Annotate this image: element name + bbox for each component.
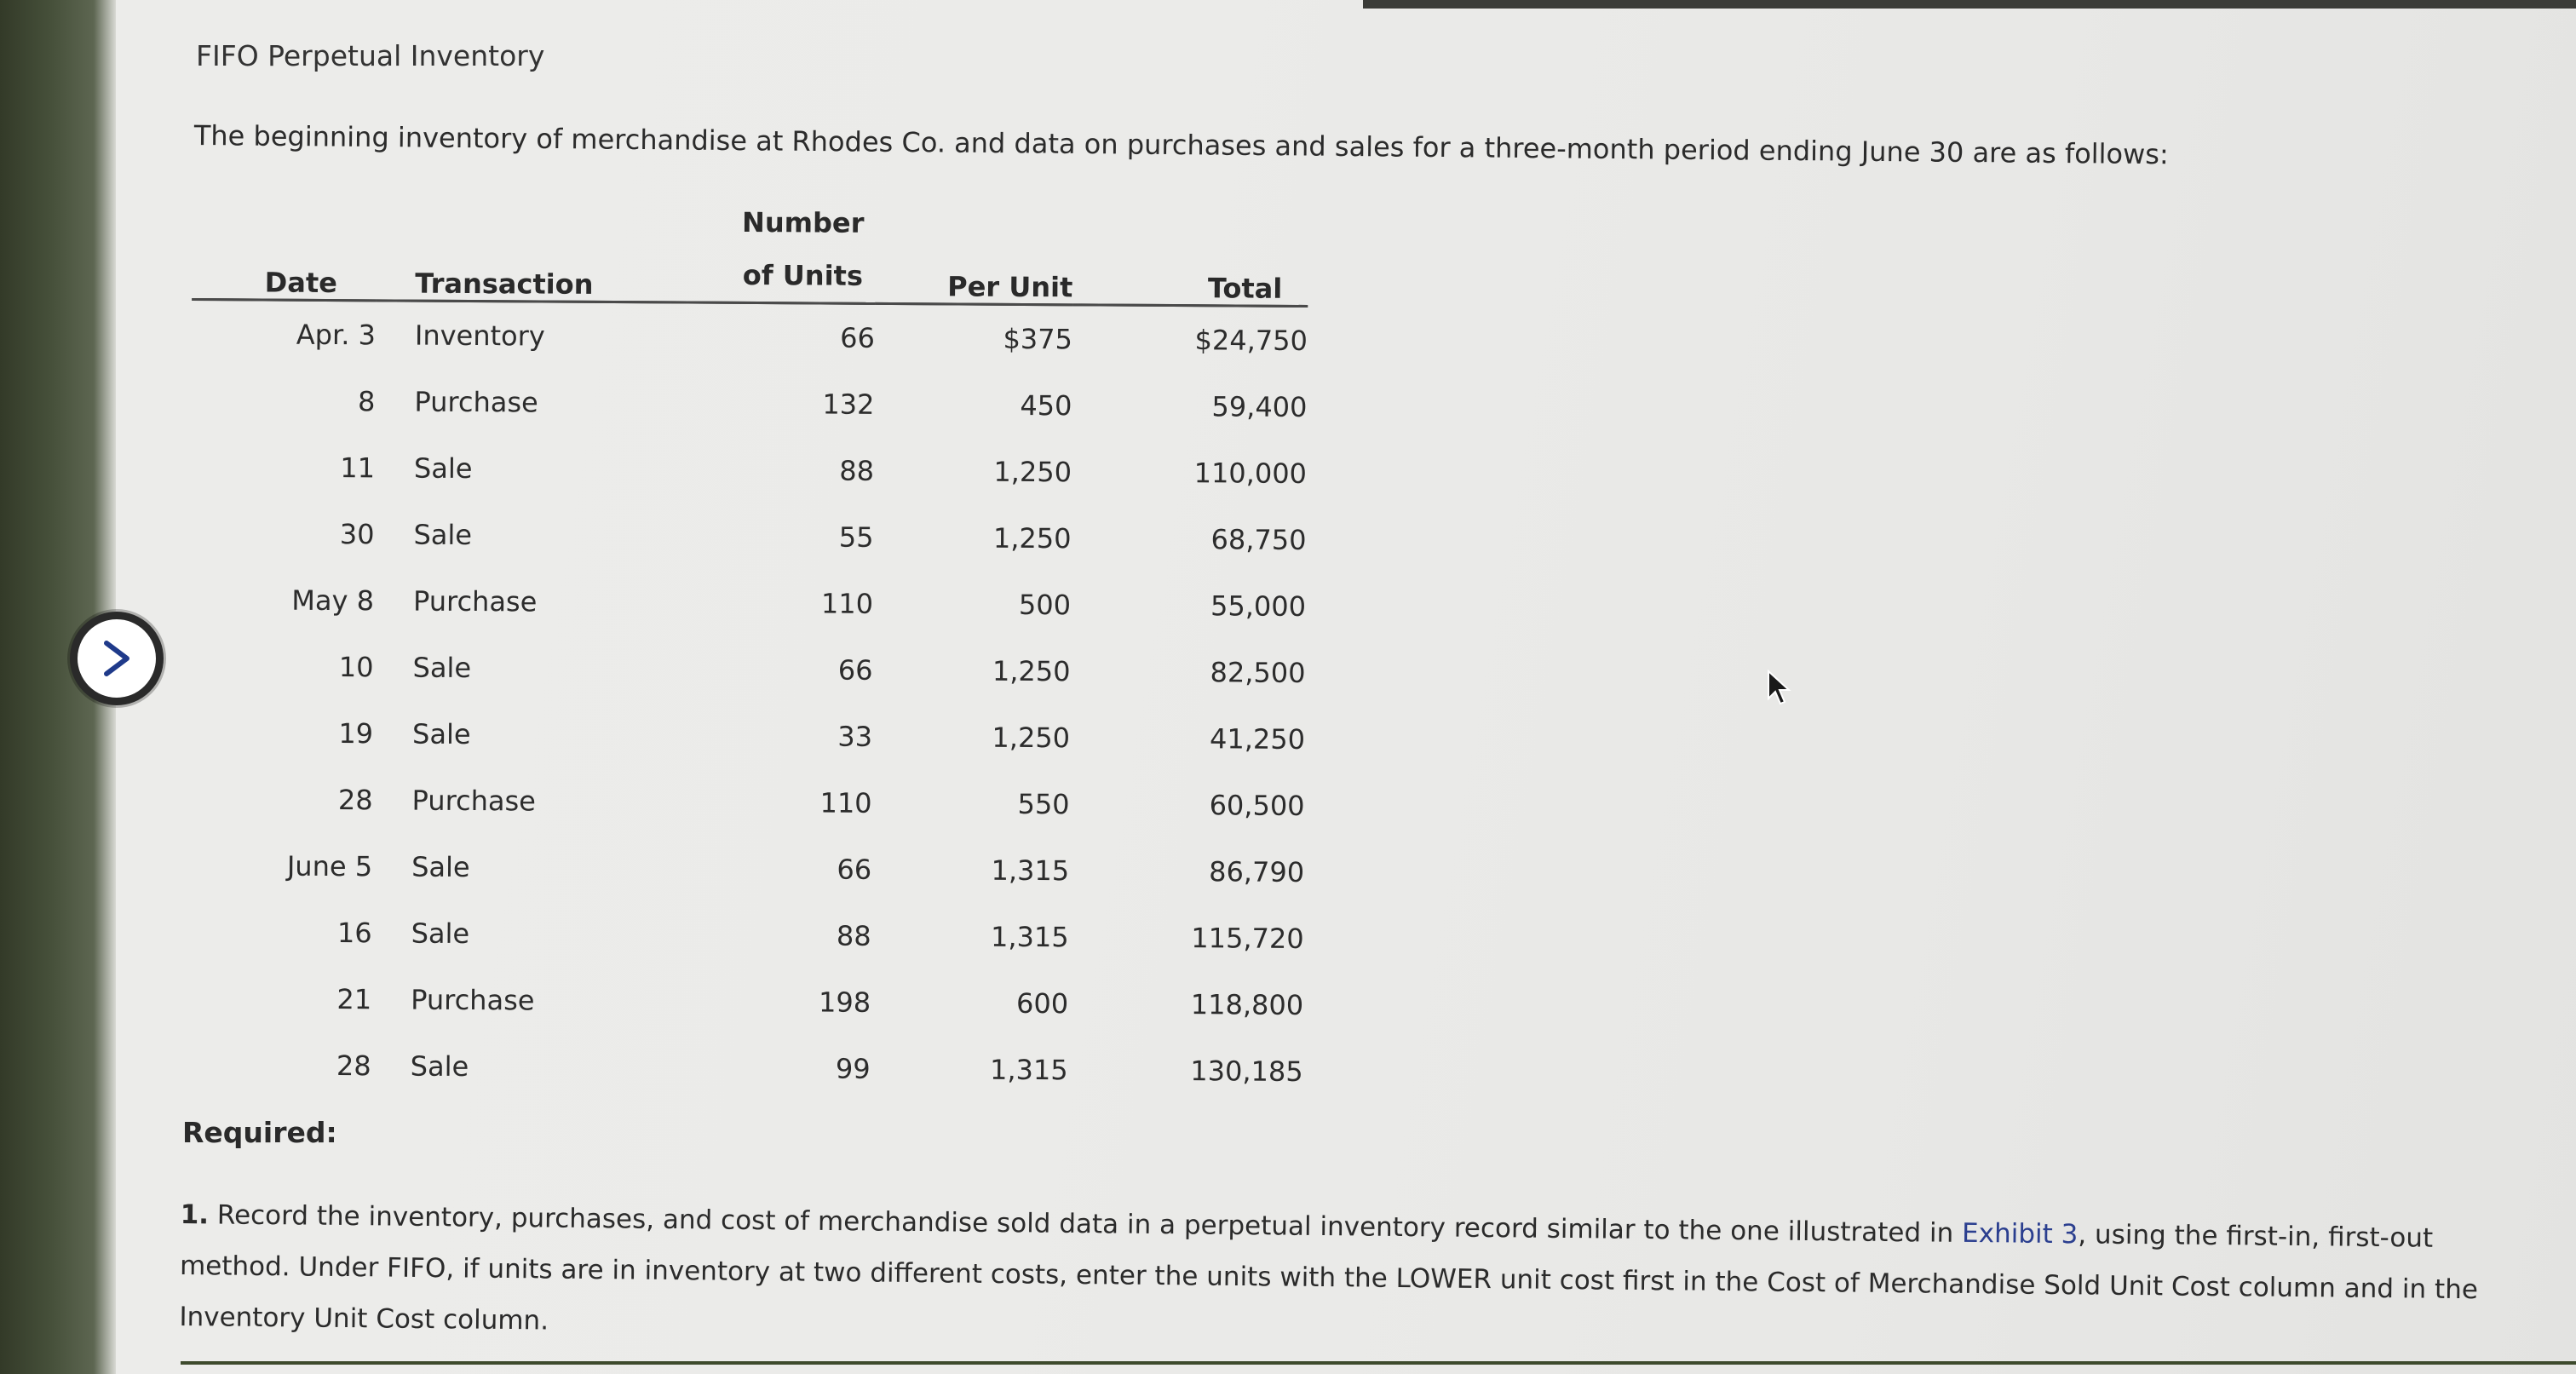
cell-transaction: Inventory xyxy=(414,319,545,353)
header-units xyxy=(670,192,876,303)
table-row xyxy=(189,699,1305,773)
cell-total: 60,500 xyxy=(1209,789,1305,822)
header-total: Total xyxy=(1207,272,1283,305)
cell-per-unit: 450 xyxy=(1020,388,1072,423)
cell-transaction: Sale xyxy=(410,1049,469,1083)
cell-units: 198 xyxy=(818,986,871,1019)
table-header-row xyxy=(192,189,1308,306)
exhibit-3-link[interactable]: Exhibit 3 xyxy=(1961,1217,2079,1250)
table-row xyxy=(189,633,1305,706)
cell-total: 118,800 xyxy=(1190,988,1304,1021)
cell-per-unit: 1,315 xyxy=(989,1053,1068,1087)
instruction-text-part2: , using the first-in, first-out method. Under FIFO, if units are in inventory at two different costs, enter the units with the LOWER unit cost first in the Cost of Merchandise Sold Unit Cost column and in the Inventory Unit Cost column. xyxy=(179,1219,2479,1337)
cell-total: $24,750 xyxy=(1194,324,1308,357)
cell-units: 88 xyxy=(836,919,871,952)
cell-total: 41,250 xyxy=(1209,722,1306,756)
header-units-line2: of Units xyxy=(742,258,864,292)
cell-per-unit: 1,250 xyxy=(992,654,1071,688)
cell-total: 110,000 xyxy=(1193,457,1308,490)
cell-transaction: Sale xyxy=(411,850,470,884)
table-row xyxy=(188,832,1304,905)
cell-transaction: Purchase xyxy=(411,983,535,1017)
inventory-table xyxy=(187,189,1308,1105)
table-row xyxy=(187,1032,1302,1105)
cell-units: 66 xyxy=(837,853,872,886)
header-units-line1: Number xyxy=(742,205,865,239)
cell-per-unit: 550 xyxy=(1017,787,1070,821)
intro-text: The beginning inventory of merchandise at Rhodes Co. and data on purchases and sales for a three-month period ending June 30 are as follows: xyxy=(193,119,2169,171)
cell-units: 66 xyxy=(837,653,873,687)
table-row xyxy=(190,566,1306,640)
cell-date: 8 xyxy=(358,385,376,418)
cell-per-unit: 1,250 xyxy=(992,721,1071,755)
cell-date: 11 xyxy=(340,451,376,485)
table-row xyxy=(191,434,1307,507)
cell-date: 19 xyxy=(338,717,374,750)
header-per-unit: Per Unit xyxy=(947,270,1073,304)
cell-transaction: Purchase xyxy=(412,584,538,618)
cell-per-unit: $375 xyxy=(1003,322,1073,356)
cell-date: 16 xyxy=(336,917,372,950)
cell-date: 10 xyxy=(338,651,374,684)
cell-date: 30 xyxy=(339,518,375,551)
mouse-pointer-icon xyxy=(1767,670,1792,707)
instruction-paragraph xyxy=(179,1189,2515,1367)
cell-transaction: Purchase xyxy=(411,784,537,818)
cell-total: 115,720 xyxy=(1191,922,1304,955)
cell-units: 55 xyxy=(838,520,874,554)
cell-per-unit: 1,315 xyxy=(990,920,1069,954)
cell-transaction: Purchase xyxy=(414,385,538,419)
cell-date: June 5 xyxy=(286,849,373,883)
cell-date: 28 xyxy=(336,1049,371,1083)
table-row xyxy=(187,899,1303,972)
instruction-number: 1. xyxy=(180,1199,210,1231)
cell-units: 132 xyxy=(822,388,875,421)
cell-total: 86,790 xyxy=(1209,855,1305,888)
cell-per-unit: 500 xyxy=(1018,588,1072,622)
cell-date: 21 xyxy=(336,983,372,1016)
cell-total: 130,185 xyxy=(1190,1055,1303,1088)
cell-date: 28 xyxy=(337,784,373,817)
cell-total: 82,500 xyxy=(1210,656,1306,689)
cell-transaction: Sale xyxy=(411,717,471,751)
bottom-divider xyxy=(181,1361,2576,1365)
cell-date: Apr. 3 xyxy=(296,318,377,352)
header-date: Date xyxy=(264,266,338,300)
cell-units: 33 xyxy=(837,720,873,753)
cell-units: 88 xyxy=(839,454,875,487)
cell-units: 99 xyxy=(835,1052,871,1085)
cell-per-unit: 1,250 xyxy=(992,521,1072,555)
cell-transaction: Sale xyxy=(412,651,472,685)
required-heading: Required: xyxy=(182,1116,337,1149)
cell-total: 59,400 xyxy=(1211,390,1308,423)
table-row xyxy=(187,965,1303,1038)
table-row xyxy=(188,766,1304,839)
table-row xyxy=(191,367,1307,440)
header-transaction: Transaction xyxy=(415,267,594,301)
cell-per-unit: 1,315 xyxy=(991,854,1070,888)
instruction-text-part1: Record the inventory, purchases, and cost of merchandise sold data in a perpetual inventory record similar to the one illustrated in xyxy=(208,1199,1963,1249)
expand-panel-button[interactable] xyxy=(70,612,164,705)
page-title: FIFO Perpetual Inventory xyxy=(196,39,545,72)
cell-transaction: Sale xyxy=(411,917,470,951)
cell-units: 66 xyxy=(840,321,876,354)
chevron-right-icon xyxy=(93,635,141,682)
cell-total: 68,750 xyxy=(1210,523,1307,556)
cell-per-unit: 600 xyxy=(1015,986,1069,1020)
table-row xyxy=(190,500,1306,573)
cell-transaction: Sale xyxy=(413,518,473,552)
cell-per-unit: 1,250 xyxy=(993,455,1072,489)
cell-units: 110 xyxy=(819,786,872,819)
table-row xyxy=(192,299,1308,374)
cell-units: 110 xyxy=(820,587,874,620)
top-edge xyxy=(1363,0,2576,9)
cell-date: May 8 xyxy=(291,584,375,618)
cell-transaction: Sale xyxy=(413,451,473,486)
cell-total: 55,000 xyxy=(1210,589,1307,623)
